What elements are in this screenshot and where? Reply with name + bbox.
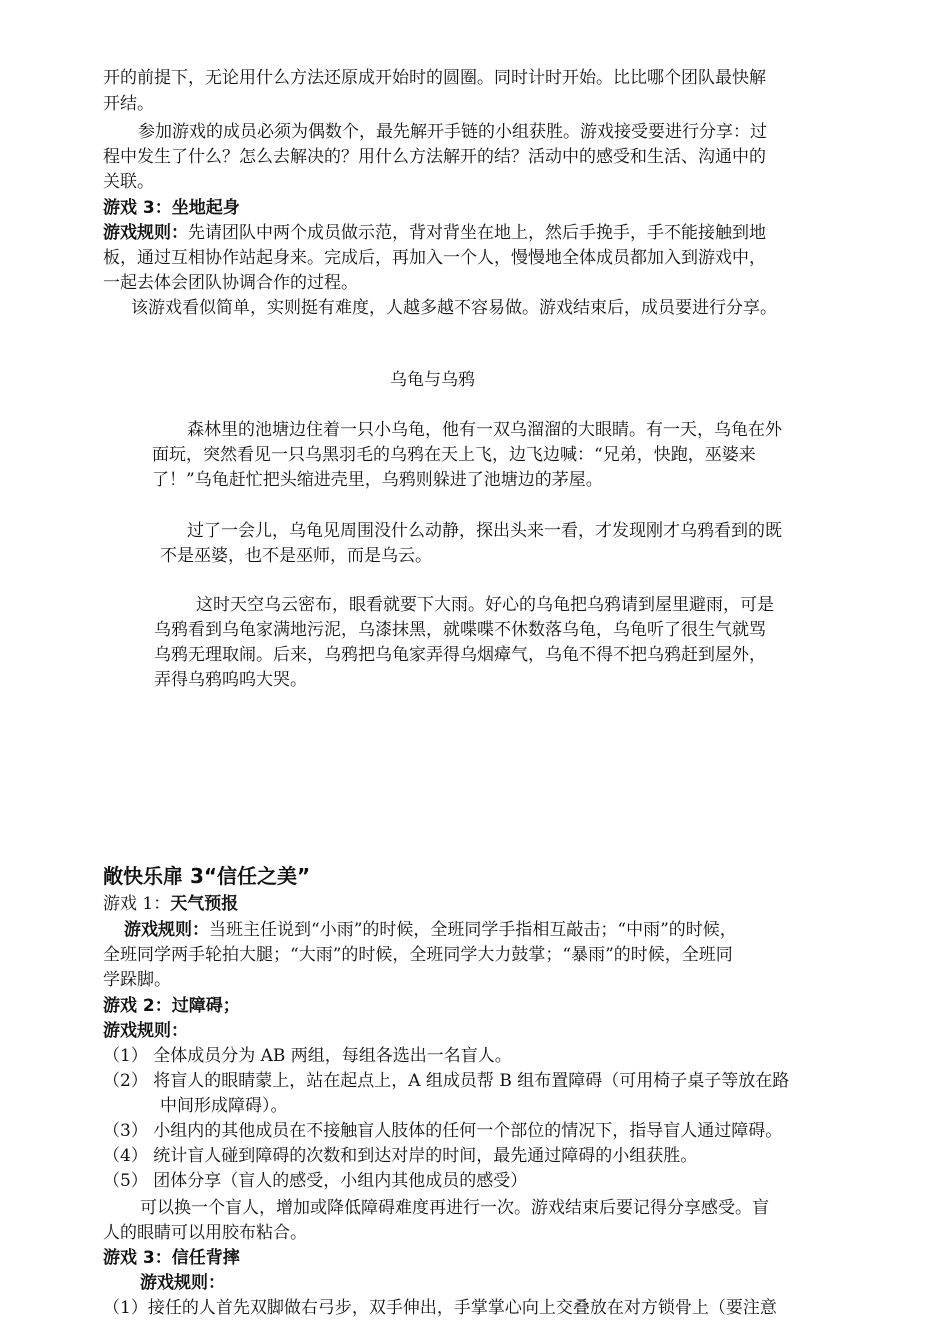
story-line: 这时天空乌云密布，眼看就要下大雨。好心的乌龟把乌鸦请到屋里避雨，可是 [196, 595, 774, 615]
list-item-text: 团体分享（盲人的感受，小组内其他成员的感受） [153, 1171, 528, 1191]
paragraph-line: 开的前提下，无论用什么方法还原成开始时的圆圈。同时计时开始。比比哪个团队最快解 [103, 68, 766, 88]
rule-text: 当班主任说到“小雨”的时候，全班同学手指相互敲击；“中雨”的时候， [209, 920, 737, 940]
list-item-text: 统计盲人碰到障碍的次数和到达对岸的时间，最先通过障碍的小组获胜。 [153, 1146, 698, 1166]
section-title: 敞快乐扉 3“信任之美” [103, 864, 311, 888]
rule-line [124, 918, 737, 942]
rule-label: 游戏规则： [103, 1021, 188, 1041]
paragraph-line: 板，通过互相协作站起身来。完成后，再加入一个人，慢慢地全体成员都加入到游戏中， [103, 248, 766, 268]
list-item: （1）接任的人首先双脚做右弓步，双手伸出，手掌掌心向上交叠放在对方锁骨上（要注意 [103, 1298, 777, 1318]
rule-label: 游戏规则： [124, 920, 209, 940]
story-title: 乌龟与乌鸦 [390, 370, 475, 390]
paragraph-line: 参加游戏的成员必须为偶数个，最先解开手链的小组获胜。游戏接受要进行分享：过 [138, 122, 767, 142]
list-item-number: （3） [103, 1121, 148, 1141]
story-line: 过了一会儿，乌龟见周围没什么动静，探出头来一看，才发现刚才乌鸦看到的既 [187, 521, 782, 541]
list-item [103, 1169, 527, 1193]
paragraph-line: 该游戏看似简单，实则挺有难度，人越多越不容易做。游戏结束后，成员要进行分享。 [131, 298, 777, 318]
list-item-text: 小组内的其他成员在不接触盲人肢体的任何一个部位的情况下，指导盲人通过障碍。 [153, 1121, 783, 1141]
game-heading [103, 892, 238, 916]
list-item-number: （4） [103, 1146, 148, 1166]
story-line: 不是巫婆，也不是巫师，而是乌云。 [160, 546, 432, 566]
list-item-number: （1） [103, 1046, 148, 1066]
paragraph-line: 程中发生了什么？怎么去解决的？用什么方法解开的结？活动中的感受和生活、沟通中的 [103, 147, 766, 167]
paragraph-line: 一起去体会团队协调合作的过程。 [103, 273, 358, 293]
story-line: 弄得乌鸦呜呜大哭。 [154, 670, 307, 690]
story-line: 乌鸦看到乌龟家满地污泥，乌漆抹黑，就喋喋不休数落乌龟，乌龟听了很生气就骂 [154, 620, 766, 640]
paragraph-line: 人的眼睛可以用胶布粘合。 [103, 1223, 307, 1243]
game-heading-prefix: 游戏 1： [103, 894, 171, 914]
story-line: 森林里的池塘边住着一只小乌龟，他有一双乌溜溜的大眼睛。有一天，乌龟在外 [187, 420, 782, 440]
story-line: 面玩，突然看见一只乌黑羽毛的乌鸦在天上飞，边飞边喊：“兄弟，快跑，巫婆来 [152, 445, 756, 465]
game-heading: 游戏 3：坐地起身 [103, 198, 240, 218]
list-item-number: （5） [103, 1171, 148, 1191]
list-item-text: 将盲人的眼睛蒙上，站在起点上，A 组成员帮 B 组布置障碍（可用椅子桌子等放在路 [153, 1071, 790, 1091]
rule-label: 游戏规则： [140, 1273, 225, 1293]
paragraph-line: 关联。 [103, 172, 154, 192]
game-heading-name: 天气预报 [170, 894, 239, 914]
list-item-text: 全体成员分为 AB 两组，每组各选出一名盲人。 [153, 1046, 512, 1066]
paragraph-line: 学跺脚。 [103, 970, 171, 990]
list-item [103, 1044, 512, 1068]
list-item [103, 1144, 697, 1168]
list-item-number: （2） [103, 1071, 148, 1091]
paragraph-line: 可以换一个盲人，增加或降低障碍难度再进行一次。游戏结束后要记得分享感受。盲 [140, 1198, 769, 1218]
rule-text: 先请团队中两个成员做示范，背对背坐在地上，然后手挽手，手不能接触到地 [188, 223, 766, 243]
paragraph-line: 全班同学两手轮拍大腿；“大雨”的时候，全班同学大力鼓掌；“暴雨”的时候，全班同 [103, 945, 733, 965]
list-item [103, 1119, 782, 1143]
game-heading: 游戏 2：过障碍； [103, 996, 240, 1016]
paragraph-line: 开结。 [103, 94, 154, 114]
list-item [103, 1069, 789, 1093]
rule-line [103, 221, 766, 245]
rule-label: 游戏规则： [103, 223, 188, 243]
game-heading: 游戏 3：信任背摔 [103, 1248, 240, 1268]
story-line: 了！”乌龟赶忙把头缩进壳里，乌鸦则躲进了池塘边的茅屋。 [152, 470, 603, 490]
story-line: 乌鸦无理取闹。后来，乌鸦把乌龟家弄得乌烟瘴气，乌龟不得不把乌鸦赶到屋外， [154, 645, 766, 665]
list-item-continuation: 中间形成障碍）。 [160, 1096, 288, 1116]
